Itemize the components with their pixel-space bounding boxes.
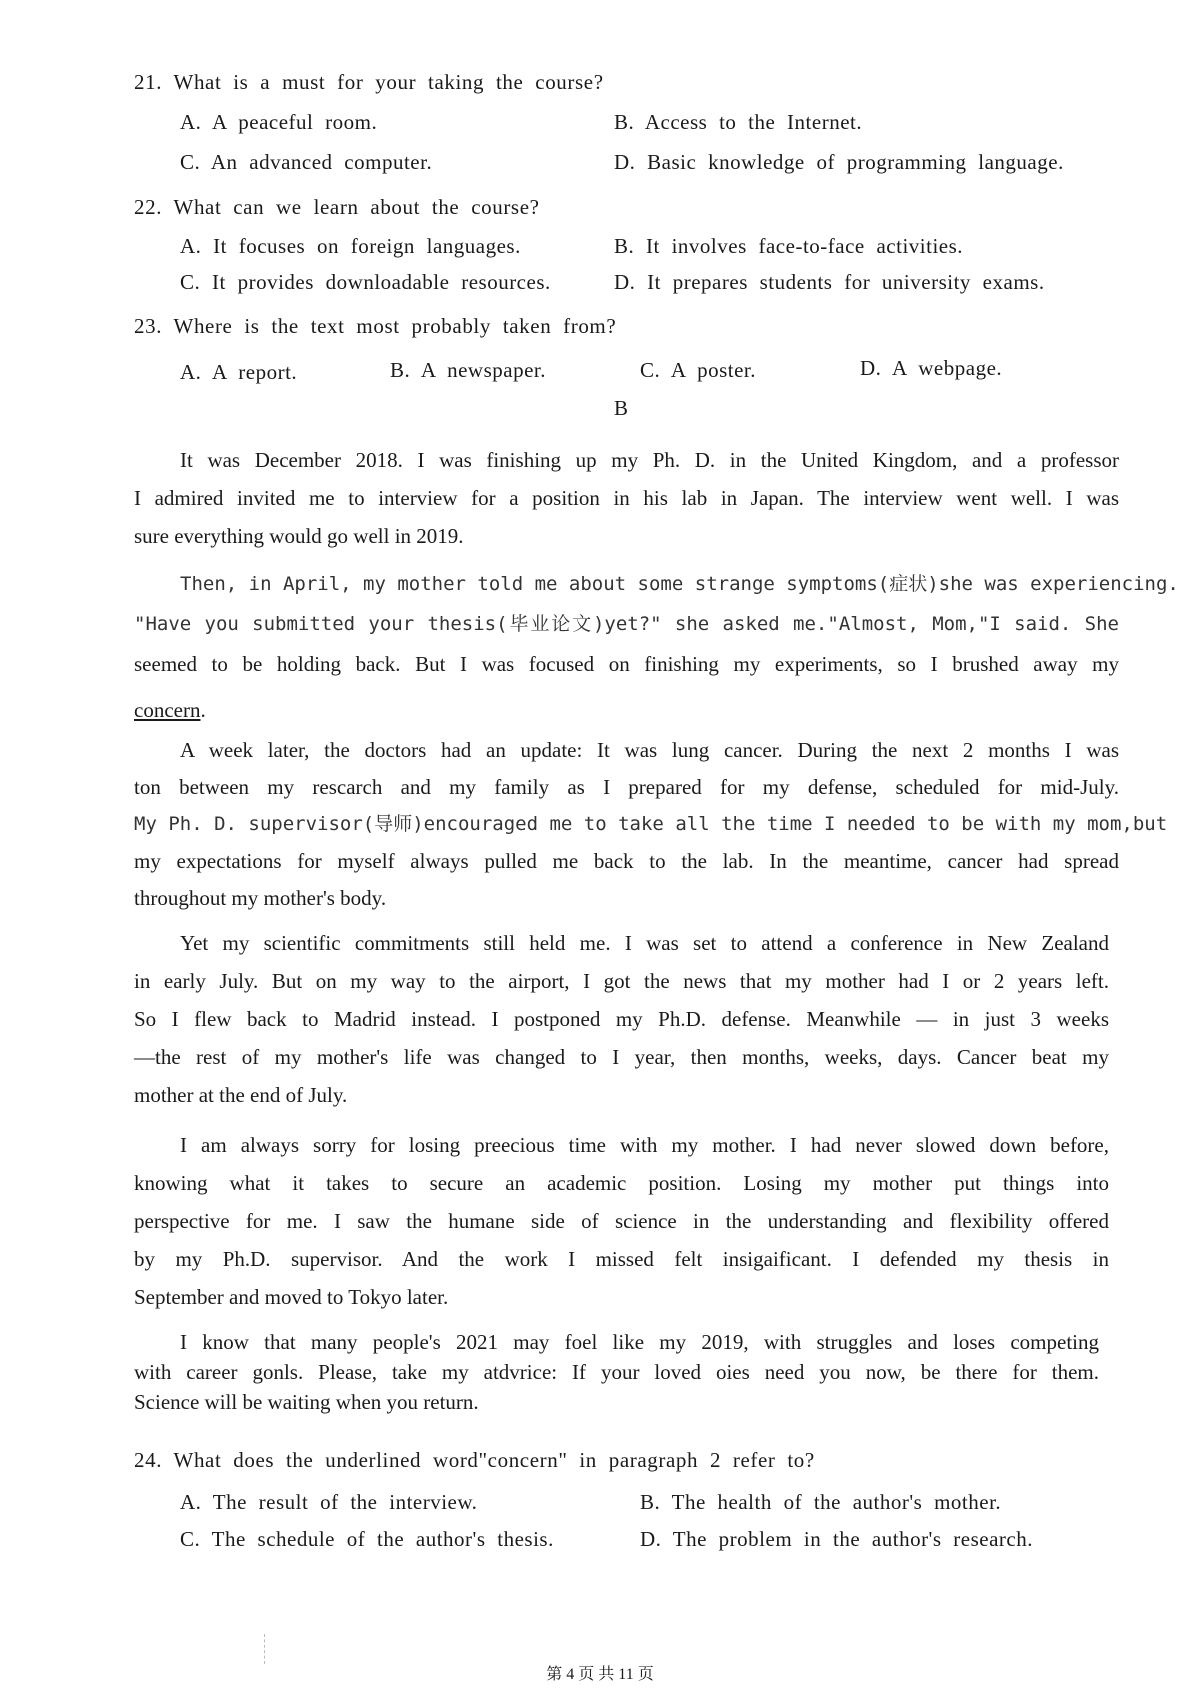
paragraph-line: by my Ph.D. supervisor. And the work I missed felt insigaificant. I defended my thesis in xyxy=(134,1247,1109,1271)
paragraph-line: ton between my rescarch and my family as I prepared for my defense, scheduled for mid-July. xyxy=(134,775,1119,799)
q23-option-a: A. A report. xyxy=(180,360,298,384)
section-label: B xyxy=(614,396,629,420)
paragraph-line: I am always sorry for losing preecious time with my mother. I had never slowed down before, xyxy=(180,1133,1109,1157)
question-23-stem: 23. Where is the text most probably taken from? xyxy=(134,314,617,338)
q21-option-a: A. A peaceful room. xyxy=(180,110,378,134)
paragraph-line: So I flew back to Madrid instead. I postponed my Ph.D. defense. Meanwhile — in just 3 weeks xyxy=(134,1007,1109,1031)
paragraph-line: seemed to be holding back. But I was focused on finishing my experiments, so I brushed away my xyxy=(134,652,1119,676)
q24-option-b: B. The health of the author's mother. xyxy=(640,1490,1002,1514)
passage-paragraph-1 xyxy=(134,441,1119,555)
q22-option-b: B. It involves face-to-face activities. xyxy=(614,234,964,258)
passage-paragraph-6 xyxy=(134,1327,1099,1417)
passage-paragraph-3 xyxy=(134,732,1168,917)
paragraph-line: I know that many people's 2021 may foel like my 2019, with struggles and loses competing xyxy=(180,1330,1099,1354)
paragraph-end: . xyxy=(200,698,206,722)
question-21-stem: 21. What is a must for your taking the course? xyxy=(134,70,604,94)
margin-dashed-line xyxy=(264,1634,265,1664)
paragraph-line: My Ph. D. supervisor(导师)encouraged me to take all the time I needed to be with my mom,but xyxy=(134,813,1168,835)
paragraph-line: Yet my scientific commitments still held me. I was set to attend a conference in New Zealand xyxy=(180,931,1109,955)
paragraph-line: my expectations for myself always pulled me back to the lab. In the meantime, cancer had spread xyxy=(134,849,1119,873)
q21-option-b: B. Access to the Internet. xyxy=(614,110,863,134)
q24-option-a: A. The result of the interview. xyxy=(180,1490,478,1514)
paragraph-line: throughout my mother's body. xyxy=(134,886,387,910)
paragraph-line: mother at the end of July. xyxy=(134,1083,348,1107)
q22-option-c: C. It provides downloadable resources. xyxy=(180,270,551,294)
q21-option-c: C. An advanced computer. xyxy=(180,150,433,174)
paragraph-line: "Have you submitted your thesis(毕业论文)yet?" she asked me."Almost, Mom,"I said. She xyxy=(134,613,1119,635)
q21-option-d: D. Basic knowledge of programming language. xyxy=(614,150,1064,174)
q23-option-b: B. A newspaper. xyxy=(390,358,546,382)
paragraph-line: Then, in April, my mother told me about some strange symptoms(症状)she was experiencing. xyxy=(180,573,1179,595)
paragraph-line: with career gonls. Please, take my atdvrice: If your loved oies need you now, be there for them. xyxy=(134,1360,1099,1384)
paragraph-line: knowing what it takes to secure an academic position. Losing my mother put things into xyxy=(134,1171,1109,1195)
q22-option-a: A. It focuses on foreign languages. xyxy=(180,234,521,258)
paragraph-line: Science will be waiting when you return. xyxy=(134,1390,479,1414)
passage-paragraph-5 xyxy=(134,1126,1109,1316)
q24-option-d: D. The problem in the author's research. xyxy=(640,1527,1033,1551)
passage-paragraph-4 xyxy=(134,924,1109,1114)
paragraph-line: It was December 2018. I was finishing up my Ph. D. in the United Kingdom, and a professor xyxy=(180,448,1119,472)
paragraph-line: in early July. But on my way to the airport, I got the news that my mother had I or 2 years left. xyxy=(134,969,1109,993)
paragraph-line: —the rest of my mother's life was changed to I year, then months, weeks, days. Cancer beat my xyxy=(134,1045,1109,1069)
paragraph-line: September and moved to Tokyo later. xyxy=(134,1285,449,1309)
q24-option-c: C. The schedule of the author's thesis. xyxy=(180,1527,554,1551)
q23-option-c: C. A poster. xyxy=(640,358,757,382)
paragraph-line: sure everything would go well in 2019. xyxy=(134,524,464,548)
paragraph-line: A week later, the doctors had an update: It was lung cancer. During the next 2 months I was xyxy=(180,738,1119,762)
paragraph-line: I admired invited me to interview for a position in his lab in Japan. The interview went well. I was xyxy=(134,486,1119,510)
paragraph-line: perspective for me. I saw the humane side of science in the understanding and flexibility offered xyxy=(134,1209,1109,1233)
question-24-stem: 24. What does the underlined word"concern" in paragraph 2 refer to? xyxy=(134,1448,815,1472)
page-footer: 第 4 页 共 11 页 xyxy=(546,1666,654,1683)
q22-option-d: D. It prepares students for university exams. xyxy=(614,270,1045,294)
underlined-word: concern xyxy=(134,698,201,722)
q23-option-d: D. A webpage. xyxy=(860,356,1003,380)
question-22-stem: 22. What can we learn about the course? xyxy=(134,195,540,219)
passage-paragraph-2 xyxy=(134,564,1179,730)
